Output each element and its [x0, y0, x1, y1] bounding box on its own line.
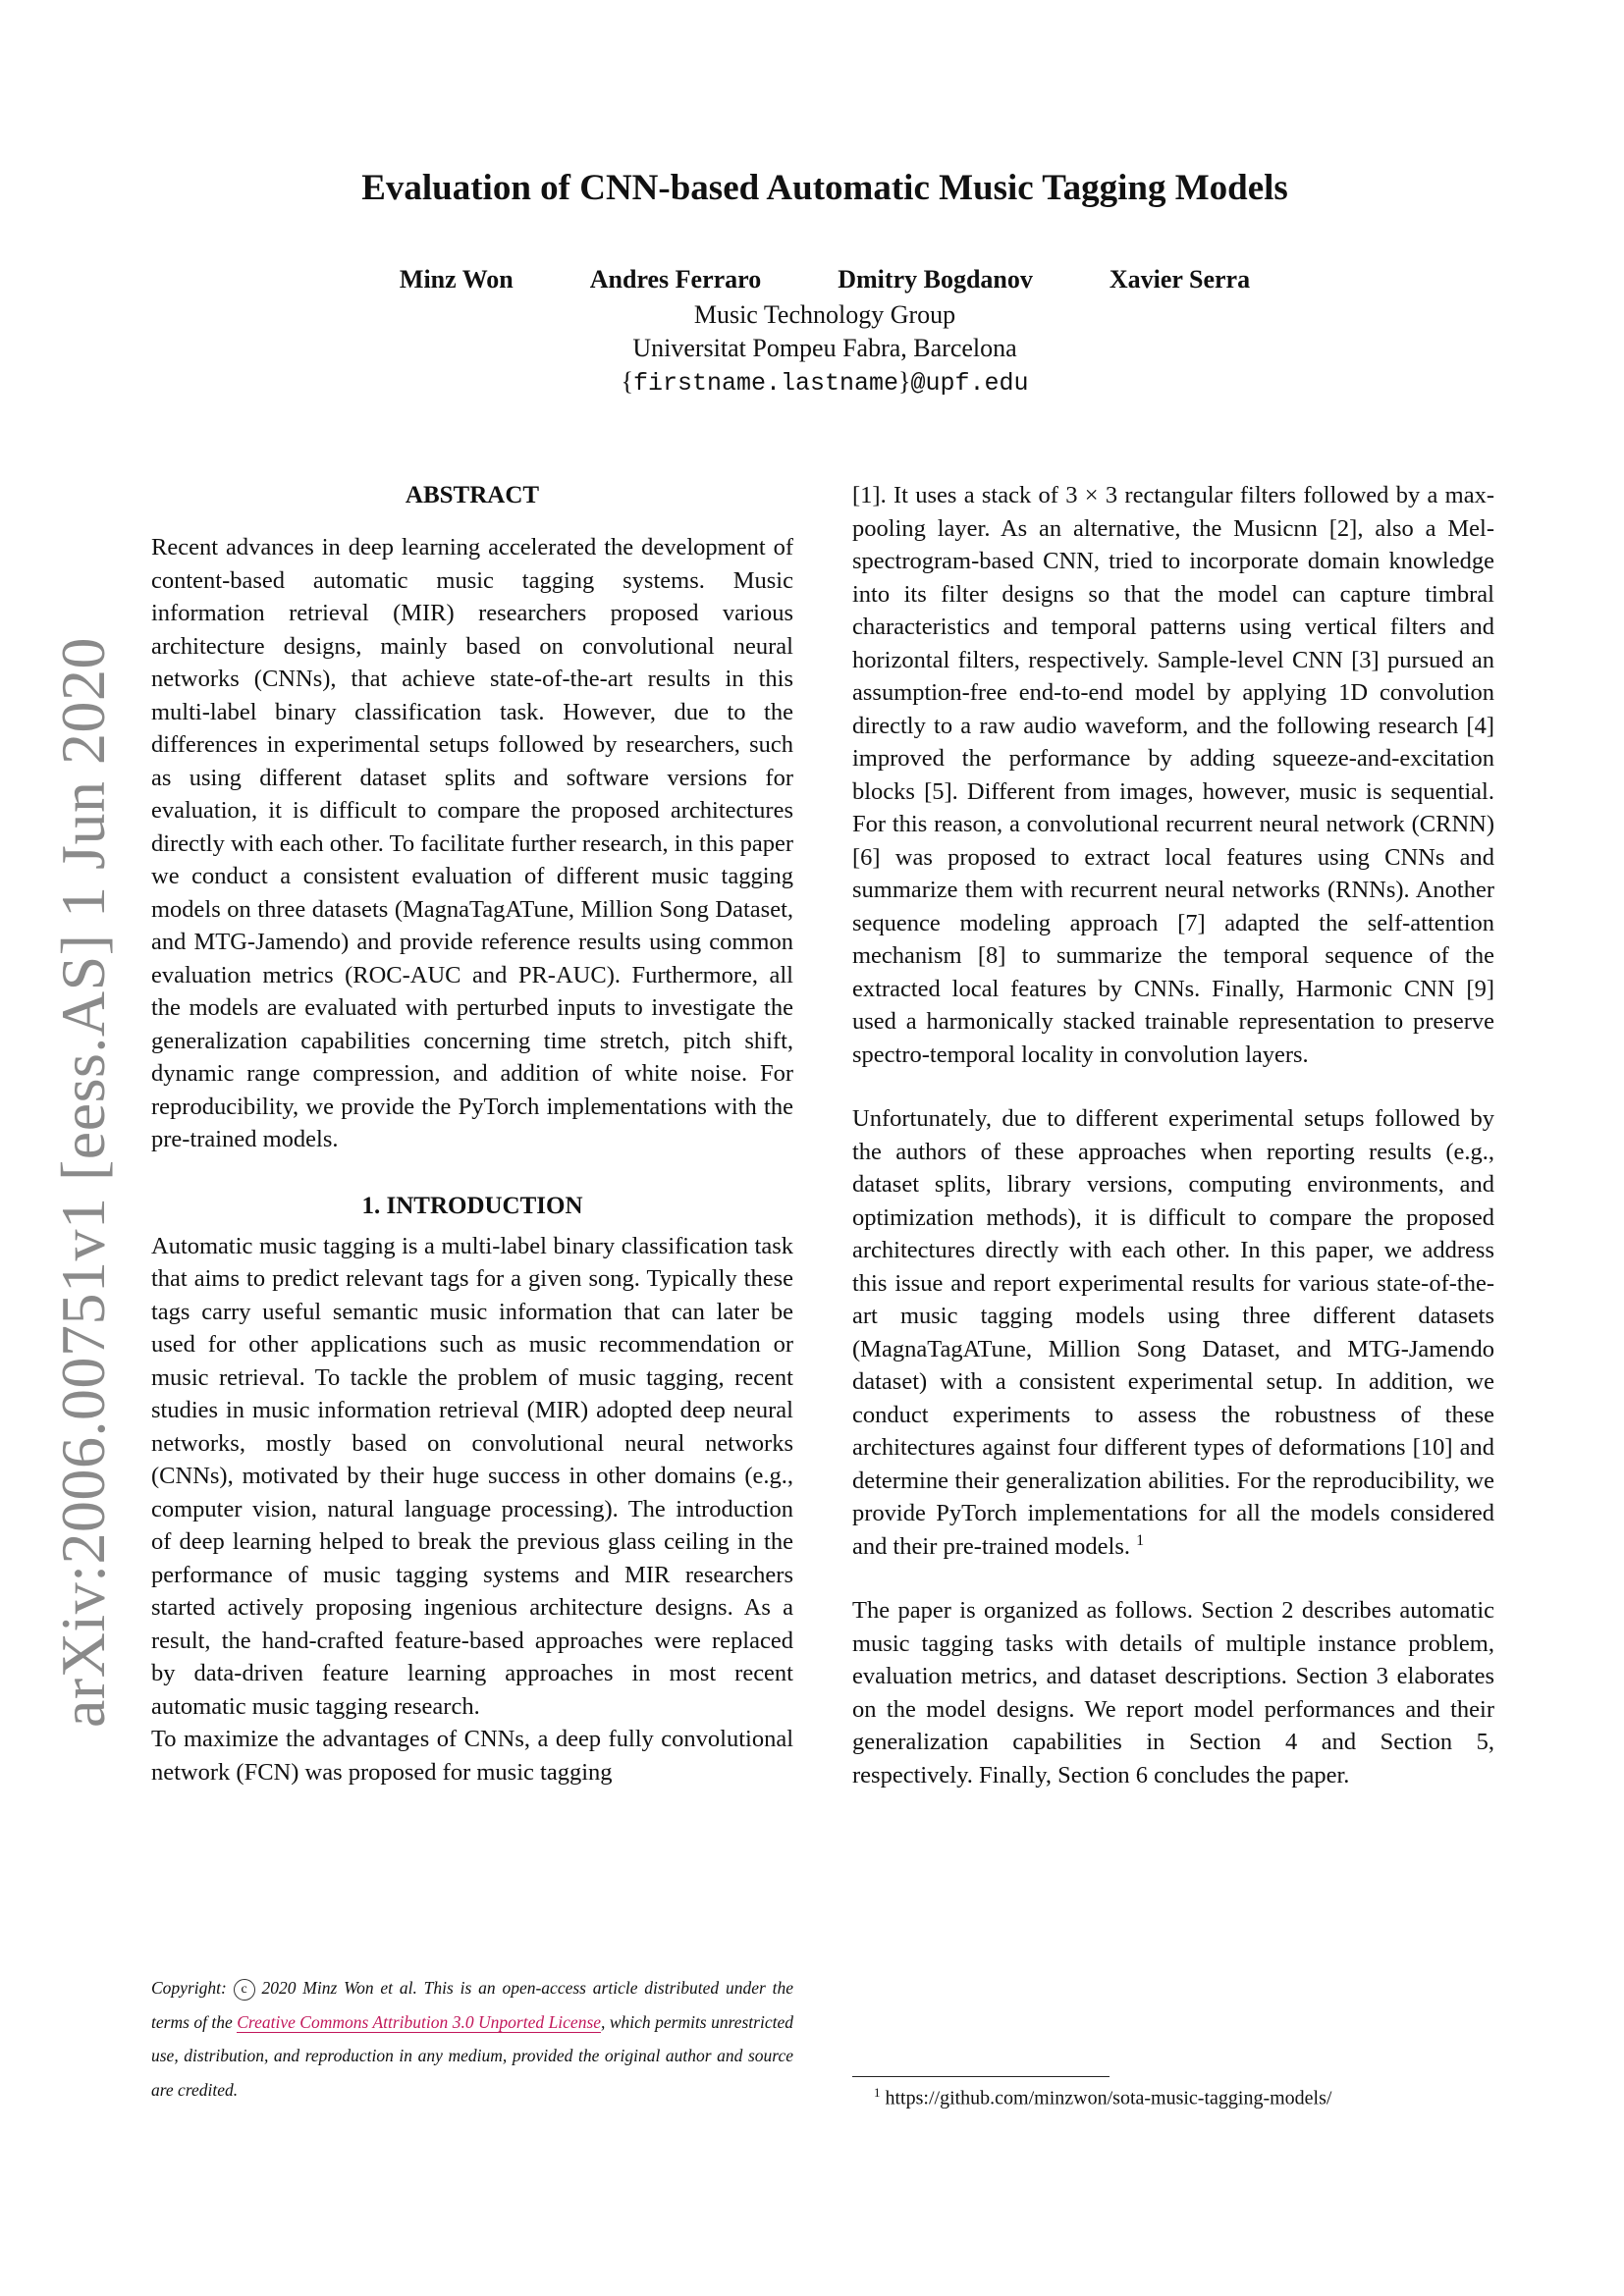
author-name: Minz Won [399, 265, 514, 294]
abstract-text: Recent advances in deep learning accelerated the development of content-based automatic music tagging systems. Music information retrieval (MIR) researchers proposed various architecture designs, mainly based on convolutional neural networks (CNNs), that achieve state-of-the-art results in this multi-label binary classification task. However, due to the differences in experimental setups followed by researchers, such as using different dataset splits and software versions for evaluation, it is difficult to compare the proposed architectures directly with each other. To facilitate further research, in this paper we conduct a consistent evaluation of different music tagging models on three datasets (MagnaTagATune, Million Song Dataset, and MTG-Jamendo) and provide reference results using common evaluation metrics (ROC-AUC and PR-AUC). Furthermore, all the models are evaluated with perturbed inputs to investigate the generalization capabilities concerning time stretch, pitch shift, dynamic range compression, and addition of white noise. For reproducibility, we provide the PyTorch implementations with the pre-trained models. [151, 534, 793, 1152]
intro-paragraph-2: To maximize the advantages of CNNs, a deep fully convolutional network (FCN) was proposed for music tagging [151, 1726, 793, 1786]
footnote-number: 1 [874, 2085, 881, 2100]
left-column [151, 479, 793, 1789]
intro-paragraph-3-text: Unfortunately, due to different experimental setups followed by the authors of these approaches when reporting results (e.g., dataset splits, library versions, computing environments, and optimization methods), it is difficult to compare the proposed architectures directly with each other. In this paper, we address this issue and report experimental results for various state-of-the-art music tagging models using three different datasets (MagnaTagATune, Million Song Dataset, and MTG-Jamendo dataset) with a consistent experimental setup. In addition, we conduct experiments to assess the robustness of these architectures against four different types of deformations [10] and determine their generalization abilities. For the reproducibility, we provide PyTorch implementations for all the models considered and their pre-trained models. [852, 1105, 1494, 1560]
footnote-url[interactable]: https://github.com/minzwon/sota-music-tagging-models/ [885, 2087, 1332, 2109]
abstract-heading: ABSTRACT [405, 482, 540, 508]
copyright-notice [151, 1971, 793, 2107]
arxiv-identifier: arXiv:2006.00751v1 [eess.AS] 1 Jun 2020 [48, 637, 118, 1728]
email-local-part: firstname.lastname [632, 369, 898, 398]
footnote-marker[interactable]: 1 [1136, 1531, 1145, 1549]
intro-paragraph-4: The paper is organized as follows. Section 2 describes automatic music tagging tasks with details of multiple instance problem, evaluation metrics, and dataset descriptions. Section 3 elaborates on the model designs. We report model performances and their generalization capabilities in Section 4 and Section 5, respectively. Finally, Section 6 concludes the paper. [852, 1597, 1494, 1789]
email-brace-close: } [898, 367, 911, 396]
affiliation-university: Universitat Pompeu Fabra, Barcelona [632, 334, 1017, 362]
copyright-terms: , which permits unrestricted use, distribution, and reproduction in any medium, provided the original author and source are credited. [151, 2011, 793, 2100]
copyright-label: Copyright: [151, 1978, 227, 1998]
author-name: Andres Ferraro [589, 265, 762, 294]
intro-paragraph-2-continued: [1]. It uses a stack of 3 × 3 rectangular filters followed by a max-pooling layer. As an alternative, the Musicnn [2], also a Mel-spectrogram-based CNN, tried to incorporate domain knowledge into its filter designs so that the model can capture timbral characteristics and temporal patterns using vertical filters and horizontal filters, respectively. Sample-level CNN [3] pursued an assumption-free end-to-end model by applying 1D convolution directly to a raw audio waveform, and the following research [4] improved the performance by adding squeeze-and-excitation blocks [5]. Different from images, however, music is sequential. For this reason, a convolutional recurrent neural network (CRNN) [6] was proposed to extract local features using CNNs and summarize them with recurrent neural networks (RNNs). Another sequence modeling approach [7] adapted the self-attention mechanism [8] to summarize the temporal sequence of the extracted local features by CNNs. Finally, Harmonic CNN [9] used a harmonically stacked trainable representation to preserve spectro-temporal locality in convolution layers. [852, 482, 1494, 1068]
email-domain: @upf.edu [910, 369, 1029, 398]
email-brace-open: { [621, 367, 633, 396]
right-column [852, 479, 1494, 1791]
intro-paragraph-1: Automatic music tagging is a multi-label binary classification task that aims to predict relevant tags for a given song. Typically these tags carry useful semantic music information that can later be used for other applications such as music recommendation or music retrieval. To tackle the problem of music tagging, recent studies in music information retrieval (MIR) adopted deep neural networks, mostly based on convolutional neural networks (CNNs), motivated by their huge success in other domains (e.g., computer vision, natural language processing). The introduction of deep learning helped to break the previous glass ceiling in the performance of music tagging systems and MIR researchers started actively proposing ingenious architecture designs. As a result, the hand-crafted feature-based approaches were replaced by data-driven feature learning approaches in most recent automatic music tagging research. [151, 1232, 793, 1720]
copyright-owner: 2020 Minz Won et al. This is an open-access article distributed under the terms of the [151, 1978, 793, 2032]
author-name: Xavier Serra [1109, 265, 1251, 294]
author-list [147, 263, 1502, 296]
footnote [874, 2079, 1502, 2112]
author-name: Dmitry Bogdanov [838, 265, 1033, 294]
introduction-heading: 1. INTRODUCTION [361, 1192, 583, 1219]
paper-title: Evaluation of CNN-based Automatic Music Tagging Models [361, 168, 1288, 208]
copyright-symbol-icon: c [234, 1979, 255, 2001]
license-link[interactable]: Creative Commons Attribution 3.0 Unported License [237, 2011, 602, 2032]
affiliation-group: Music Technology Group [693, 300, 956, 329]
footnote-divider [852, 2076, 1110, 2077]
affiliation-email [147, 365, 1502, 400]
intro-paragraph-3 [852, 1102, 1494, 1563]
